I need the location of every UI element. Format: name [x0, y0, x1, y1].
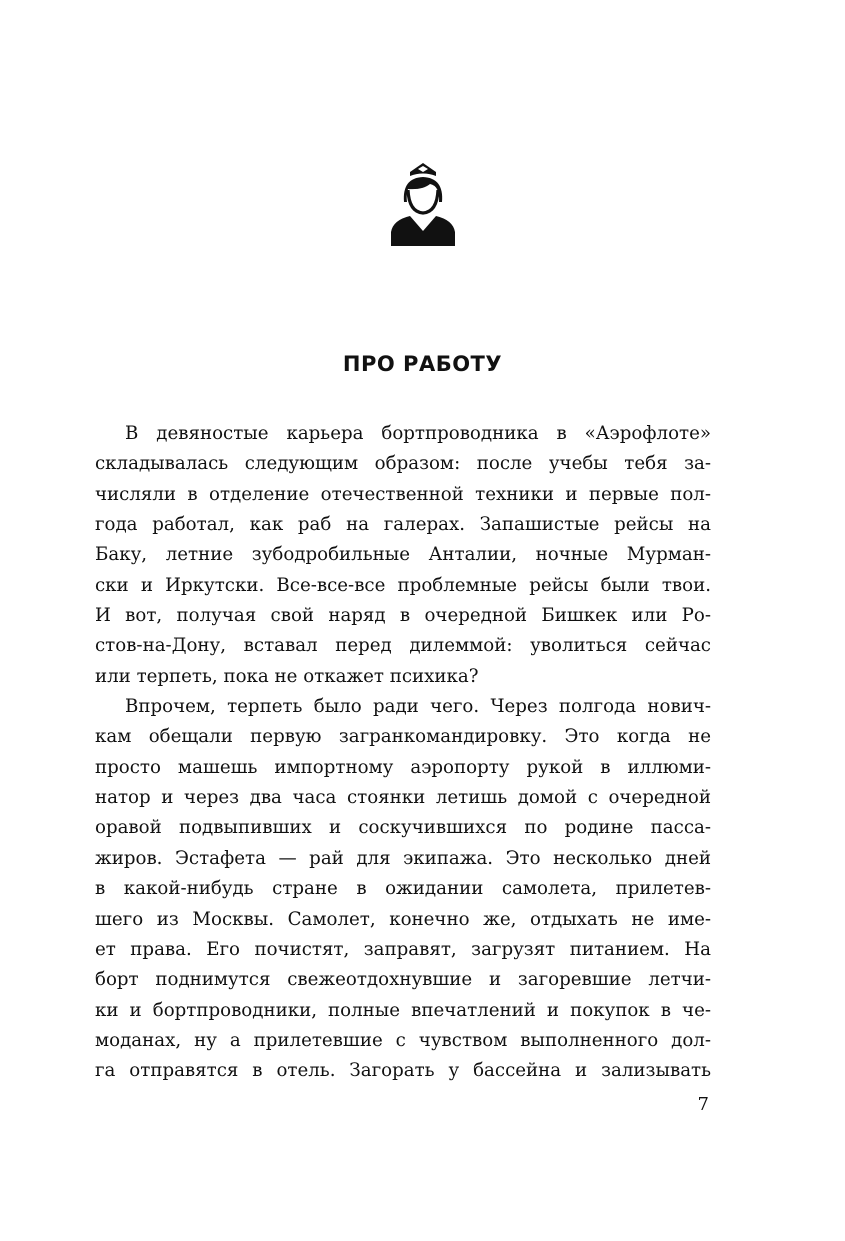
text-line: натор и через два часа стоянки летишь домой с очередной — [95, 787, 711, 809]
text-line: стов-на-Дону, вставал перед дилеммой: уволиться сейчас — [95, 635, 711, 657]
page-number: 7 — [697, 1094, 709, 1115]
chapter-title: ПРО РАБОТУ — [342, 352, 503, 376]
text-line: В девяностые карьера бортпроводника в «Аэрофлоте» — [125, 423, 711, 444]
text-line: ки и бортпроводники, полные впечатлений и покупок в че- — [95, 999, 711, 1021]
text-line: га отправятся в отель. Загорать у бассейна и зализывать — [95, 1060, 711, 1082]
text-line: или терпеть, пока не откажет психика? — [95, 665, 479, 687]
body-text — [95, 419, 711, 1087]
text-line: просто машешь импортному аэропорту рукой в иллюми- — [95, 756, 711, 778]
text-line: ет права. Его почистят, заправят, загрузят питанием. На — [95, 938, 711, 960]
text-line: года работал, как раб на галерах. Запашистые рейсы на — [95, 514, 711, 536]
text-line: жиров. Эстафета — рай для экипажа. Это несколько дней — [95, 847, 711, 869]
text-line: Баку, летние зубодробильные Анталии, ночные Мурман- — [95, 544, 711, 566]
text-line: Впрочем, терпеть было ради чего. Через полгода нович- — [125, 696, 711, 718]
text-line: оравой подвыпивших и соскучившихся по родине пасса- — [95, 817, 711, 839]
text-line: моданах, ну а прилетевшие с чувством выполненного дол- — [95, 1029, 711, 1051]
text-line: кам обещали первую загранкомандировку. Это когда не — [95, 726, 711, 748]
flight-attendant-icon — [390, 156, 456, 246]
text-line: И вот, получая свой наряд в очередной Бишкек или Ро- — [95, 605, 711, 627]
text-line: складывалась следующим образом: после учебы тебя за- — [95, 453, 711, 475]
text-line: шего из Москвы. Самолет, конечно же, отдыхать не име- — [95, 908, 711, 930]
text-line: числяли в отделение отечественной техники и первые пол- — [95, 483, 711, 505]
text-line: в какой-нибудь стране в ожидании самолета, прилетев- — [95, 878, 711, 900]
chapter-icon-container — [0, 156, 845, 246]
text-line: борт поднимутся свежеотдохнувшие и загоревшие летчи- — [95, 969, 711, 991]
text-line: ски и Иркутски. Все-все-все проблемные рейсы были твои. — [95, 574, 711, 596]
